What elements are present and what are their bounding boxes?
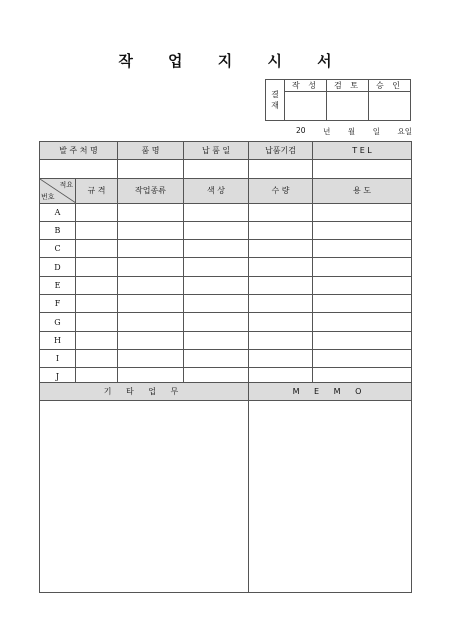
table-row	[40, 276, 412, 294]
cell[interactable]	[118, 203, 184, 221]
cell[interactable]	[184, 276, 249, 294]
other-work-area[interactable]	[40, 401, 249, 593]
date-line	[296, 126, 412, 137]
cell[interactable]	[118, 221, 184, 239]
cell[interactable]	[184, 240, 249, 258]
work-order-table	[39, 141, 412, 387]
diag-label-number: 번호	[41, 192, 55, 201]
approval-sign-review[interactable]	[327, 92, 369, 121]
delivery-date-field[interactable]	[184, 160, 249, 178]
header-usage: 용 도	[313, 178, 412, 203]
table-row	[40, 313, 412, 331]
approval-side-label-text: 결 재	[271, 90, 279, 110]
header-client: 발 주 처 명	[40, 142, 118, 160]
header-delivery-deadline: 납품기검	[249, 142, 313, 160]
row-label: G	[40, 313, 76, 331]
row-label: I	[40, 349, 76, 367]
table-row	[40, 203, 412, 221]
date-weekday: 요일	[397, 127, 412, 136]
cell[interactable]	[76, 240, 118, 258]
cell[interactable]	[118, 313, 184, 331]
cell[interactable]	[249, 258, 313, 276]
row-label: J	[40, 368, 76, 386]
product-field[interactable]	[118, 160, 184, 178]
cell[interactable]	[184, 313, 249, 331]
memo-header: M E M O	[249, 383, 412, 401]
approval-col-approve: 승 인	[369, 80, 411, 92]
date-year: 년	[323, 127, 331, 136]
other-work-header: 기 타 업 무	[40, 383, 249, 401]
cell[interactable]	[313, 331, 412, 349]
cell[interactable]	[313, 258, 412, 276]
cell[interactable]	[249, 331, 313, 349]
table-row	[40, 221, 412, 239]
header-delivery-date: 납 품 일	[184, 142, 249, 160]
header-color: 색 상	[184, 178, 249, 203]
header-product: 품 명	[118, 142, 184, 160]
header-work-type: 작업종류	[118, 178, 184, 203]
cell[interactable]	[249, 240, 313, 258]
header-spec: 규 격	[76, 178, 118, 203]
cell[interactable]	[118, 349, 184, 367]
approval-col-review: 검 토	[327, 80, 369, 92]
cell[interactable]	[184, 331, 249, 349]
cell[interactable]	[118, 331, 184, 349]
cell[interactable]	[249, 295, 313, 313]
cell[interactable]	[313, 276, 412, 294]
cell[interactable]	[184, 221, 249, 239]
cell[interactable]	[249, 276, 313, 294]
cell[interactable]	[76, 221, 118, 239]
cell[interactable]	[249, 221, 313, 239]
diag-label-summary: 적요	[59, 180, 73, 189]
cell[interactable]	[76, 276, 118, 294]
cell[interactable]	[313, 313, 412, 331]
cell[interactable]	[313, 221, 412, 239]
approval-sign-approve[interactable]	[369, 92, 411, 121]
cell[interactable]	[118, 295, 184, 313]
cell[interactable]	[313, 295, 412, 313]
cell[interactable]	[76, 313, 118, 331]
cell[interactable]	[313, 203, 412, 221]
header-quantity: 수 량	[249, 178, 313, 203]
tel-field[interactable]	[313, 160, 412, 178]
page-title: 작 업 지 시 서	[118, 52, 347, 70]
table-row	[40, 331, 412, 349]
diagonal-header-cell	[40, 178, 76, 203]
table-row	[40, 258, 412, 276]
row-label: D	[40, 258, 76, 276]
client-field[interactable]	[40, 160, 118, 178]
cell[interactable]	[76, 349, 118, 367]
table-row	[40, 240, 412, 258]
row-label: A	[40, 203, 76, 221]
cell[interactable]	[184, 258, 249, 276]
delivery-deadline-field[interactable]	[249, 160, 313, 178]
cell[interactable]	[249, 313, 313, 331]
approval-col-write: 작 성	[285, 80, 327, 92]
cell[interactable]	[313, 240, 412, 258]
cell[interactable]	[249, 203, 313, 221]
cell[interactable]	[184, 295, 249, 313]
cell[interactable]	[76, 331, 118, 349]
cell[interactable]	[76, 258, 118, 276]
notes-table	[39, 382, 412, 593]
row-label: B	[40, 221, 76, 239]
cell[interactable]	[118, 276, 184, 294]
cell[interactable]	[76, 295, 118, 313]
table-row	[40, 295, 412, 313]
table-row	[40, 349, 412, 367]
date-day: 일	[372, 127, 380, 136]
approval-side-label	[266, 80, 285, 121]
memo-area[interactable]	[249, 401, 412, 593]
approval-box	[265, 79, 411, 121]
cell[interactable]	[184, 349, 249, 367]
cell[interactable]	[76, 203, 118, 221]
approval-sign-write[interactable]	[285, 92, 327, 121]
cell[interactable]	[118, 258, 184, 276]
row-label: H	[40, 331, 76, 349]
row-label: C	[40, 240, 76, 258]
date-month: 월	[347, 127, 356, 136]
row-label: F	[40, 295, 76, 313]
date-year-prefix: 20	[296, 126, 306, 135]
header-tel: T E L	[313, 142, 412, 160]
row-label: E	[40, 276, 76, 294]
cell[interactable]	[249, 349, 313, 367]
cell[interactable]	[313, 349, 412, 367]
cell[interactable]	[118, 240, 184, 258]
cell[interactable]	[184, 203, 249, 221]
